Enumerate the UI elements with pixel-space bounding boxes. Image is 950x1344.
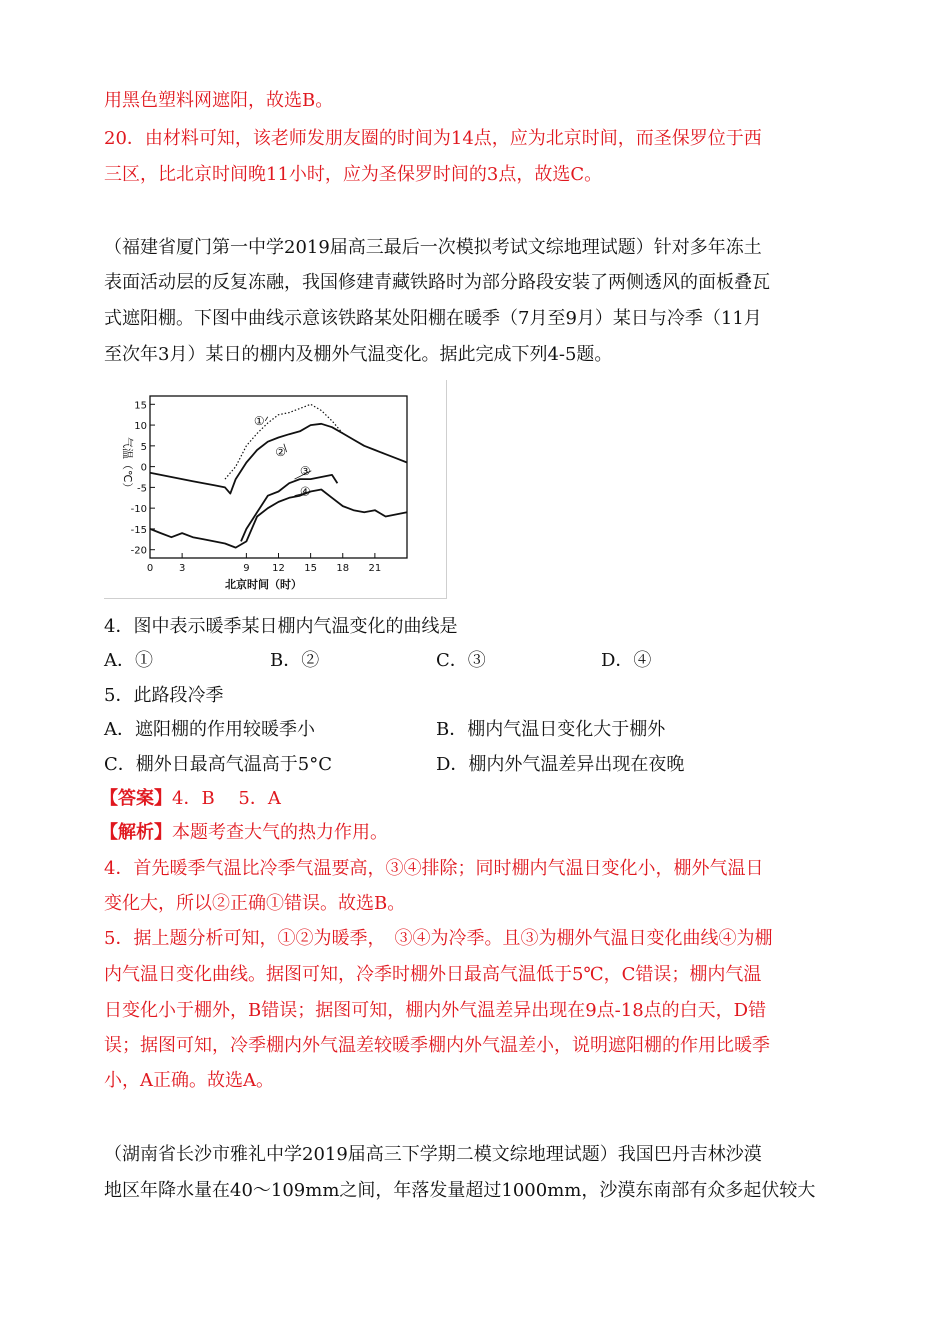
y-tick-label: -5 [137, 483, 147, 495]
y-tick-label: 10 [134, 421, 147, 433]
intro-line3: 式遮阳棚。下图中曲线示意该铁路某处阳棚在暖季（7月至9月）某日与冷季（11月 [104, 308, 762, 329]
q5-stem: 5．此路段冷季 [104, 685, 224, 706]
q5-option-d[interactable]: D．棚内外气温差异出现在夜晚 [436, 754, 685, 775]
q5-explanation-line5: 小，A正确。故选A。 [104, 1070, 274, 1091]
q5-option-a[interactable]: A．遮阳棚的作用较暖季小 [104, 719, 315, 740]
q4-stem: 4．图中表示暖季某日棚内气温变化的曲线是 [104, 616, 458, 637]
q5-explanation-line2: 内气温日变化曲线。据图可知，冷季时棚外日最高气温低于5℃，C错误；棚内气温 [104, 964, 762, 985]
q20-explanation-line2: 三区，比北京时间晚11小时，应为圣保罗时间的3点，故选C。 [104, 164, 603, 185]
intro-line1: （福建省厦门第一中学2019届高三最后一次模拟考试文综地理试题）针对多年冻土 [104, 237, 762, 258]
q4-option-b[interactable]: B．② [270, 650, 320, 671]
legend-leader [265, 417, 268, 421]
next-intro-line2: 地区年降水量在40～109mm之间，年落发量超过1000mm，沙漠东南部有众多起伏较大 [104, 1180, 816, 1201]
analysis-text: 本题考查大气的热力作用。 [172, 822, 388, 843]
x-tick-label: 18 [336, 563, 350, 574]
q5-explanation-line1: 5．据上题分析可知，①②为暖季， ③④为冷季。且③为棚外气温日变化曲线④为棚 [104, 928, 773, 949]
y-tick-label: 5 [140, 441, 147, 453]
q4-option-d[interactable]: D．④ [601, 650, 652, 671]
legend-label: ① [253, 413, 265, 428]
x-tick-label: 9 [243, 563, 250, 574]
q5-option-c[interactable]: C．棚外日最高气温高于5°C [104, 754, 332, 775]
chart-y-label: 气温（℃） [121, 437, 134, 494]
top-explanation-line1: 用黑色塑料网遮阳，故选B。 [104, 90, 334, 111]
legend-label: ③ [299, 463, 311, 478]
legend-label: ④ [299, 484, 311, 499]
x-tick-label: 0 [146, 563, 154, 574]
chart-canvas [104, 380, 446, 598]
series-line-4 [150, 490, 407, 548]
analysis-tag: 【解析】 [100, 822, 172, 843]
intro-line2: 表面活动层的反复冻融，我国修建青藏铁路时为部分路段安装了两侧透风的面板叠瓦 [104, 272, 770, 293]
answer-line [100, 786, 281, 812]
temperature-chart [104, 380, 447, 599]
series-line-3 [241, 475, 337, 542]
x-tick-label: 12 [272, 563, 285, 574]
q4-explanation-line1: 4．首先暖季气温比冷季气温要高，③④排除；同时棚内气温日变化小，棚外气温日 [104, 858, 764, 879]
x-tick-label: 3 [178, 563, 186, 574]
next-intro-line1: （湖南省长沙市雅礼中学2019届高三下学期二模文综地理试题）我国巴丹吉林沙漠 [104, 1144, 762, 1165]
chart-x-label: 北京时间（时） [224, 578, 302, 591]
q5-explanation-line4: 误；据图可知，冷季棚内外气温差较暖季棚内外气温差小，说明遮阳棚的作用比暖季 [104, 1035, 770, 1056]
q5-explanation-line3: 日变化小于棚外，B错误；据图可知，棚内外气温差异出现在9点-18点的白天，D错 [104, 1000, 767, 1021]
answer-text: 4．B 5．A [172, 788, 281, 809]
y-tick-label: 15 [134, 400, 147, 412]
y-tick-label: -20 [130, 545, 147, 557]
legend-label: ② [275, 445, 287, 460]
chart-plot-frame [150, 396, 407, 558]
x-tick-label: 21 [368, 563, 382, 574]
x-tick-label: 15 [304, 563, 317, 574]
q4-option-c[interactable]: C．③ [436, 650, 486, 671]
q4-explanation-line2: 变化大，所以②正确①错误。故选B。 [104, 893, 406, 914]
y-tick-label: 0 [140, 462, 147, 474]
analysis-line [100, 820, 388, 846]
q20-explanation-line1: 20．由材料可知，该老师发朋友圈的时间为14点，应为北京时间，而圣保罗位于西 [104, 128, 762, 149]
y-tick-label: -10 [130, 504, 147, 516]
y-tick-label: -15 [130, 524, 147, 536]
intro-line4: 至次年3月）某日的棚内及棚外气温变化。据此完成下列4-5题。 [104, 344, 613, 365]
q5-option-b[interactable]: B．棚内气温日变化大于棚外 [436, 719, 666, 740]
q4-option-a[interactable]: A．① [104, 650, 153, 671]
answer-tag: 【答案】 [100, 788, 172, 809]
